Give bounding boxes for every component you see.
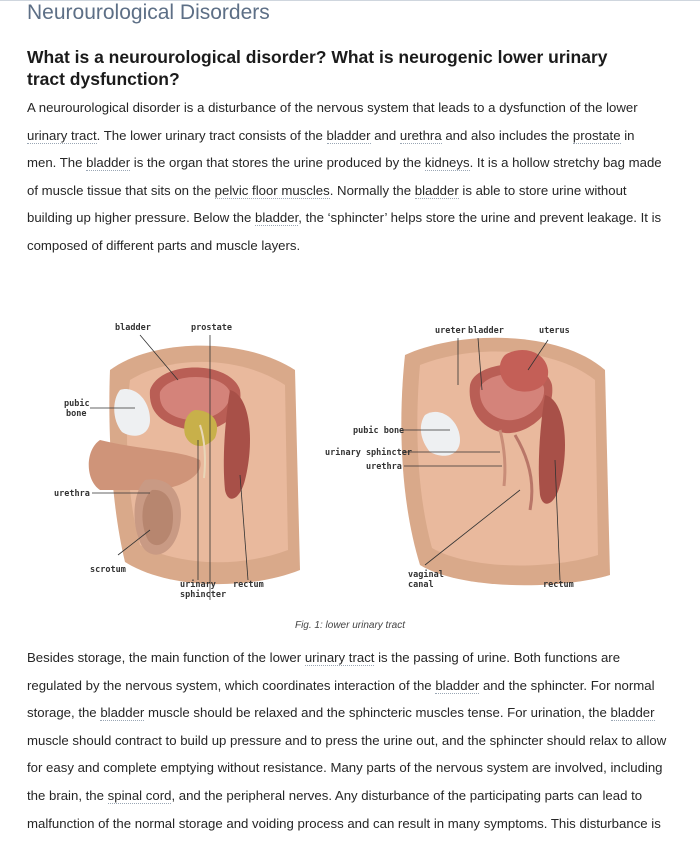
- link-spinal-cord[interactable]: spinal cord: [107, 787, 172, 803]
- text: A neurourological disorder is a disturbance of the nervous system that leads to a dysfunction of the lower: [27, 100, 638, 115]
- text: and also includes the: [441, 127, 573, 143]
- link-urinary-tract[interactable]: urinary tract: [304, 650, 375, 665]
- text: is the organ that stores the urine produced by the: [130, 155, 425, 171]
- label-rectum: rectum: [233, 580, 264, 590]
- link-bladder[interactable]: bladder: [326, 127, 371, 143]
- male-anatomy-illustration: [54, 323, 300, 600]
- text: Besides storage, the main function of the lower: [27, 650, 305, 665]
- label-bone: bone: [66, 409, 87, 419]
- link-prostate[interactable]: prostate: [572, 127, 621, 143]
- label-urinary: urinary: [180, 580, 216, 590]
- label-urethra: urethra: [54, 489, 90, 499]
- label-pubic-bone: pubic bone: [353, 426, 405, 436]
- link-urethra[interactable]: urethra: [399, 127, 442, 143]
- text: muscle should be relaxed and the sphincteric muscles tense. For urination, the: [144, 705, 611, 721]
- text: and the sphincter. For normal storage, the: [27, 677, 655, 721]
- label-urethra: urethra: [366, 462, 402, 472]
- link-pelvic-floor-muscles[interactable]: pelvic floor muscles: [214, 182, 330, 198]
- label-sphincter: sphincter: [180, 590, 227, 600]
- link-bladder[interactable]: bladder: [435, 677, 480, 693]
- female-anatomy-illustration: [325, 326, 610, 590]
- label-scrotum: scrotum: [90, 565, 126, 575]
- text: in men. The: [27, 127, 635, 171]
- text: muscle should contract to build up pressure and to press the urine out, and the sphincter should relax to allow for easy and complete emptying without resistance. Many parts of the nervous system are involved, including the brain, the: [27, 732, 667, 803]
- text: . Normally the: [329, 182, 415, 198]
- label-uterus: uterus: [539, 326, 570, 336]
- anatomy-illustration: [0, 300, 700, 645]
- paragraph-2: [27, 644, 667, 837]
- label-pubic: pubic: [64, 399, 90, 409]
- link-bladder[interactable]: bladder: [610, 705, 655, 721]
- text: is the passing of urine. Both functions are regulated by the nervous system, which coordinates interaction of the: [27, 650, 621, 693]
- label-vaginal: vaginal: [408, 570, 444, 580]
- link-urinary-tract[interactable]: urinary tract: [27, 127, 97, 143]
- text: . It is a hollow stretchy bag made of muscle tissue that sits on the: [27, 155, 662, 198]
- link-bladder[interactable]: bladder: [86, 155, 131, 171]
- link-bladder[interactable]: bladder: [100, 705, 145, 721]
- link-bladder[interactable]: bladder: [414, 182, 459, 198]
- label-prostate: prostate: [191, 323, 232, 333]
- text: and: [370, 127, 400, 143]
- text: , the ‘sphincter’ helps store the urine and prevent leakage. It is composed of different parts and muscle layers.: [27, 210, 662, 253]
- link-kidneys[interactable]: kidneys: [424, 155, 470, 171]
- text: , and the peripheral nerves. Any disturbance of the participating parts can lead to malfunction of the normal storage and voiding process and can result in many symptoms. This disturbance is: [27, 787, 661, 831]
- label-bladder: bladder: [468, 326, 504, 336]
- label-canal: canal: [408, 580, 434, 590]
- paragraph-1: [27, 94, 667, 260]
- label-urinary-sphincter: urinary sphincter: [325, 448, 412, 458]
- label-rectum: rectum: [543, 580, 574, 590]
- link-bladder[interactable]: bladder: [255, 210, 299, 226]
- text: is able to store urine without building up higher pressure. Below the: [27, 182, 627, 226]
- anatomy-figure: [0, 300, 700, 645]
- label-ureter: ureter: [435, 326, 466, 336]
- figure-caption: Fig. 1: lower urinary tract: [294, 620, 406, 631]
- label-bladder: bladder: [115, 323, 151, 333]
- section-heading: What is a neurourological disorder? What is neurogenic lower urinary tract dysfunction?: [27, 47, 608, 89]
- page-title: Neurourological Disorders: [27, 1, 270, 24]
- text: . The lower urinary tract consists of the: [96, 127, 327, 143]
